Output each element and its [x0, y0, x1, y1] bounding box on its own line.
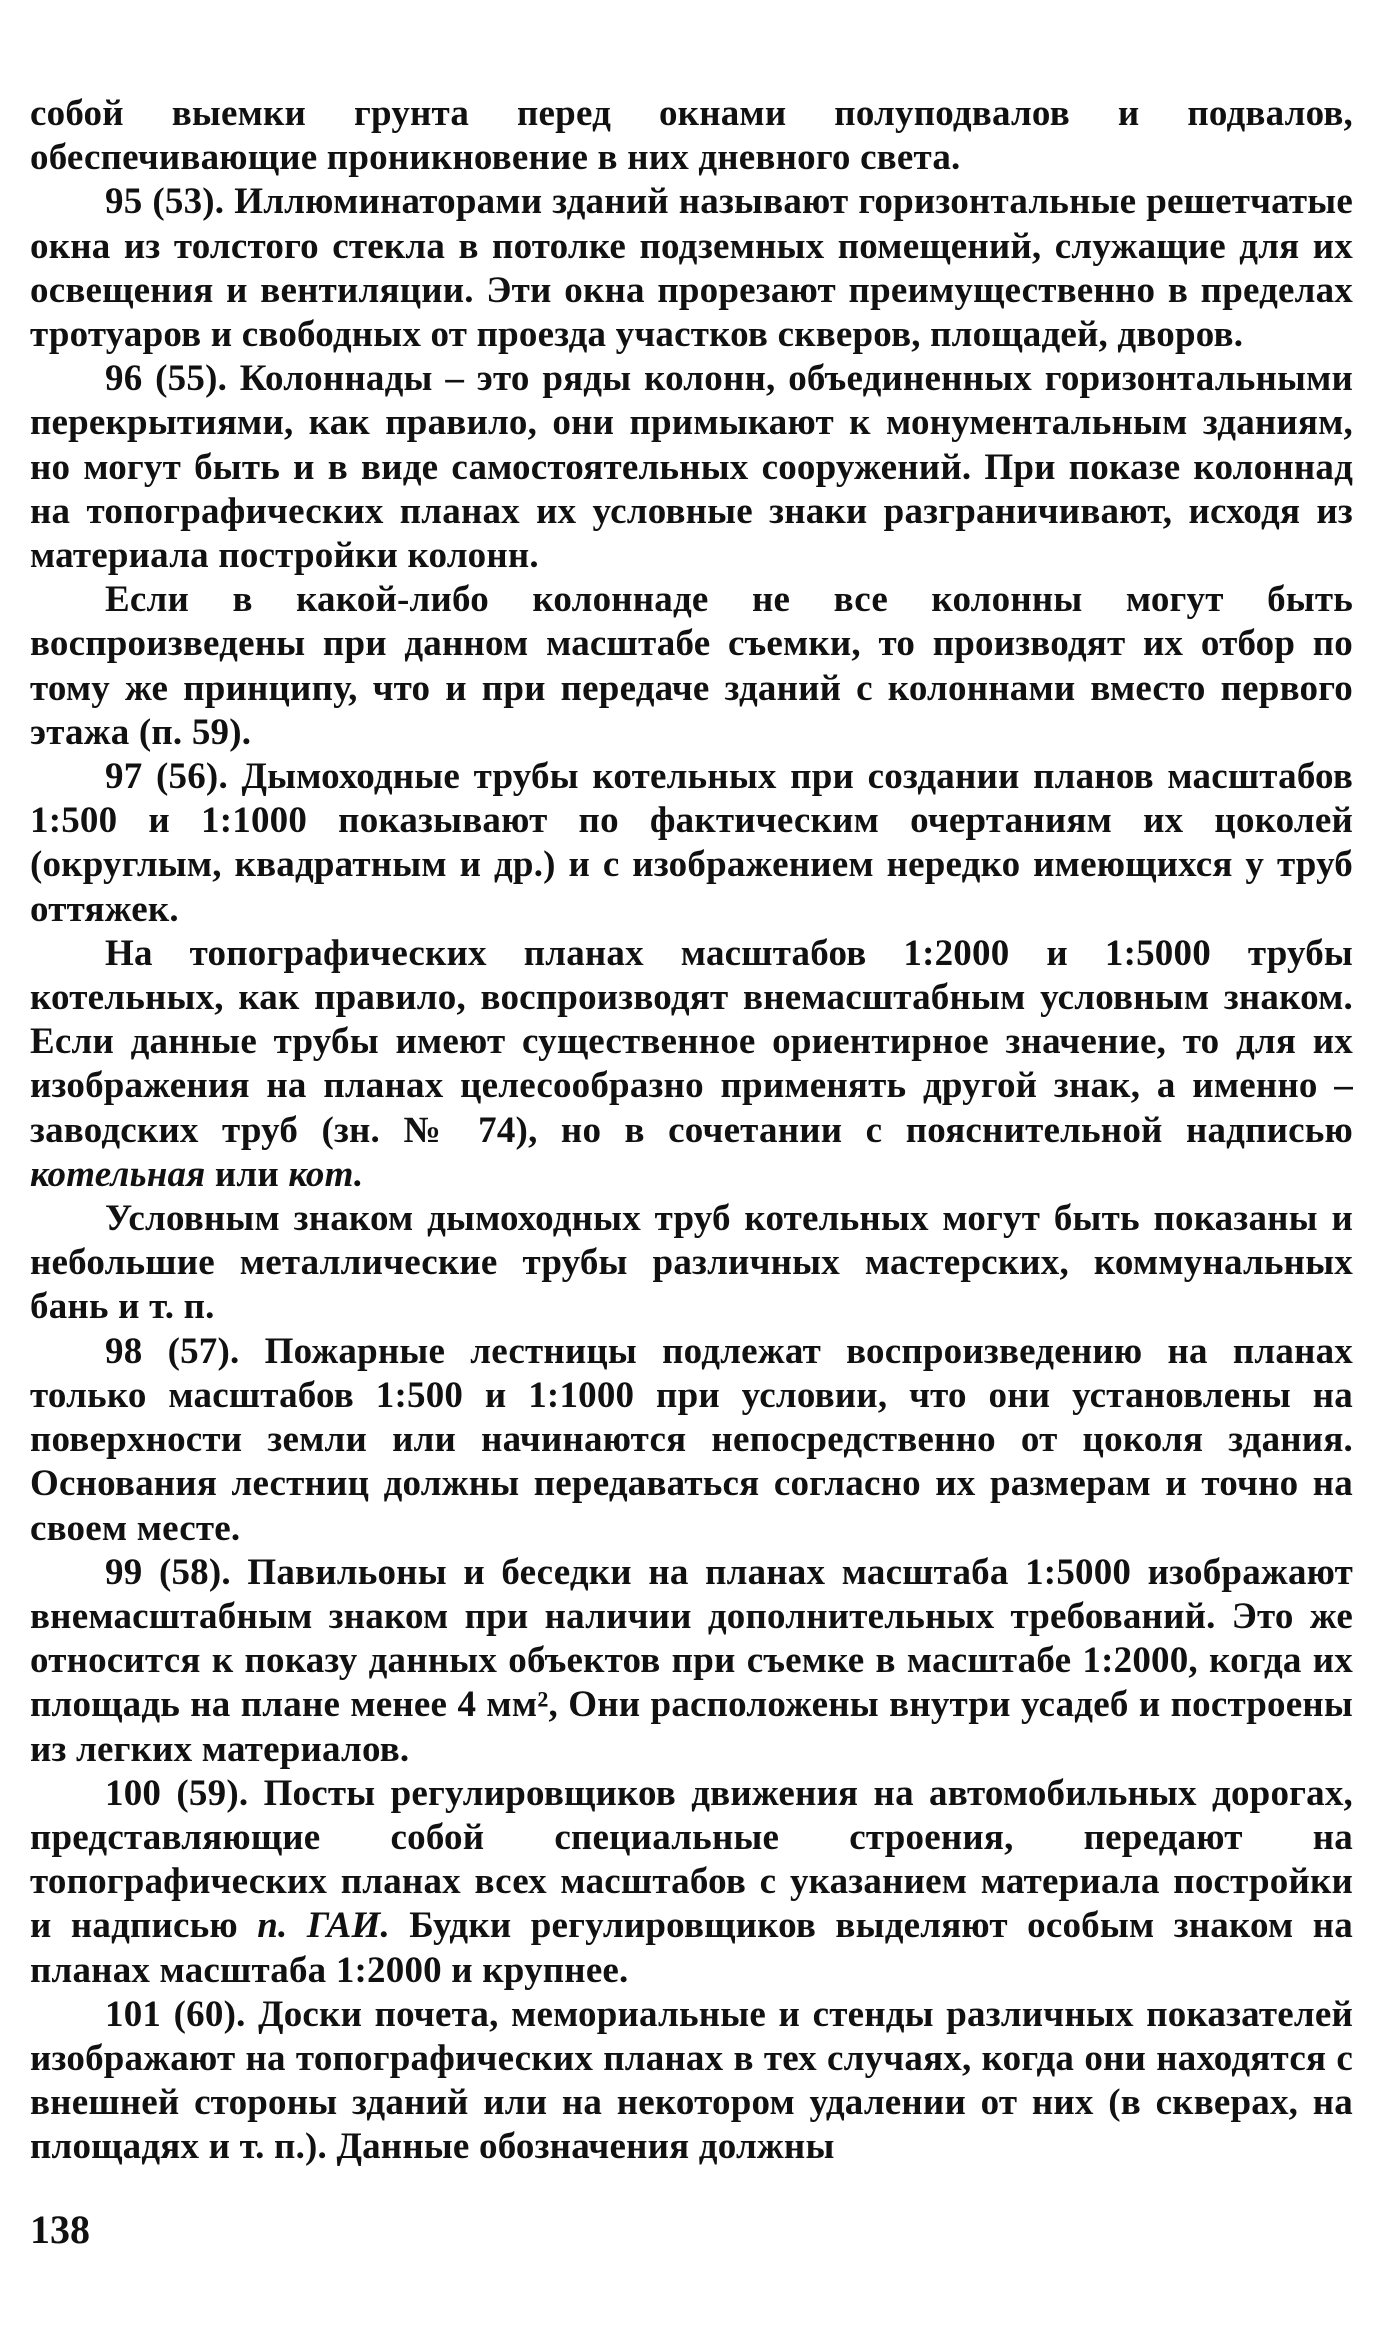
paragraph-colonnade-selection: Если в какой-либо колоннаде не все колонны могут быть воспроизведены при данном масштабе съемки, то производят их отбор по тому же принципу, что и при передаче зданий с колоннами вместо первого этажа (п. 59). — [30, 579, 1353, 753]
item-number: 101 — [105, 1993, 162, 2035]
paragraph-text: Будки регулировщиков выделяют особым знаком на планах масштаба 1:2000 и крупнее. — [30, 1905, 1353, 1991]
paragraph-text: (56). Дымоходные трубы котельных при создании планов масштабов 1:500 и 1:1000 показывают по фактическим очертаниям их цоколей (округлым, квадратным и др.) и с изображением нередко имеющихся у труб оттяжек. — [30, 756, 1353, 930]
item-number: 95 — [105, 181, 143, 223]
paragraph-text: (53). Иллюминаторами зданий называют горизонтальные решетчатые окна из толстого стекла в потолке подземных помещений, служащие для их освещения и вентиляции. Эти окна прорезают преимущественно в пределах тротуаров и свободных от проезда участков скверов, площадей, дворов. — [30, 181, 1353, 356]
paragraph-text: (59). Посты регулировщиков движения на автомобильных дорогах, представляющие собой специальные строения, передают на топографических планах всех масштабов с указанием материала постройки и надписью — [30, 1772, 1353, 1947]
paragraph-99 — [30, 1551, 1353, 1772]
paragraph-text: (57). Пожарные лестницы подлежат воспроизведению на планах только масштабов 1:500 и 1:1000 при условии, что они установлены на поверхности земли или начинаются непосредственно от цоколя здания. Основания лестниц должны передаваться согласно их размерам и точно на своем месте. — [30, 1330, 1353, 1549]
item-number: 96 — [105, 358, 143, 400]
item-number: 99 — [105, 1551, 143, 1593]
paragraph-98 — [30, 1330, 1353, 1551]
italic-label-gai: п. ГАИ. — [257, 1905, 390, 1947]
paragraph-1: собой выемки грунта перед окнами полуподвалов и подвалов, обеспечивающие проникновение в них дневного света. — [30, 93, 1353, 179]
italic-label-kotelnaya: котельная — [30, 1153, 206, 1195]
paragraph-96 — [30, 357, 1353, 578]
item-number: 100 — [105, 1772, 162, 1814]
paragraph-text: (55). Колоннады – это ряды колонн, объединенных горизонтальными перекрытиями, как правило, они примыкают к монументальным зданиям, но могут быть и в виде самостоятельных сооружений. При показе колоннад на топографических планах их условные знаки разграничивают, исходя из материала постройки колонн. — [30, 358, 1353, 577]
page-number: 138 — [30, 2207, 90, 2252]
body-text — [30, 92, 1353, 2170]
paragraph-95 — [30, 180, 1353, 357]
paragraph-101 — [30, 1993, 1353, 2170]
item-number: 97 — [105, 756, 143, 798]
paragraph-boiler-pipes — [30, 932, 1353, 1197]
paragraph-97 — [30, 755, 1353, 932]
paragraph-metal-pipes: Условным знаком дымоходных труб котельных могут быть показаны и небольшие металлические трубы различных мастерских, коммунальных бань и т. п. — [30, 1198, 1353, 1328]
paragraph-text: (58). Павильоны и беседки на планах масштаба 1:5000 изображают внемасштабным знаком при наличии дополнительных требований. Это же относится к показу данных объектов при съемке в масштабе 1:2000, когда их площадь на плане менее 4 мм², Они расположены внутри усадеб и построены из легких материалов. — [30, 1551, 1353, 1770]
italic-label-kot: кот. — [288, 1153, 364, 1195]
paragraph-100 — [30, 1772, 1353, 1993]
paragraph-text: На топографических планах масштабов 1:2000 и 1:5000 трубы котельных, как правило, воспроизводят внемасштабным условным знаком. Если данные трубы имеют существенное ориентирное значение, то для их изображения на планах целесообразно применять другой знак, а именно – заводских труб (зн. № 74), но в сочетании с пояснительной надписью — [30, 932, 1353, 1151]
paragraph-text: (60). Доски почета, мемориальные и стенды различных показателей изображают на топографических планах в тех случаях, когда они находятся с внешней стороны зданий или на некотором удалении от них (в скверах, на площадях и т. п.). Данные обозначения должны — [30, 1993, 1353, 2168]
paragraph-text: или — [205, 1153, 289, 1195]
item-number: 98 — [105, 1330, 143, 1372]
